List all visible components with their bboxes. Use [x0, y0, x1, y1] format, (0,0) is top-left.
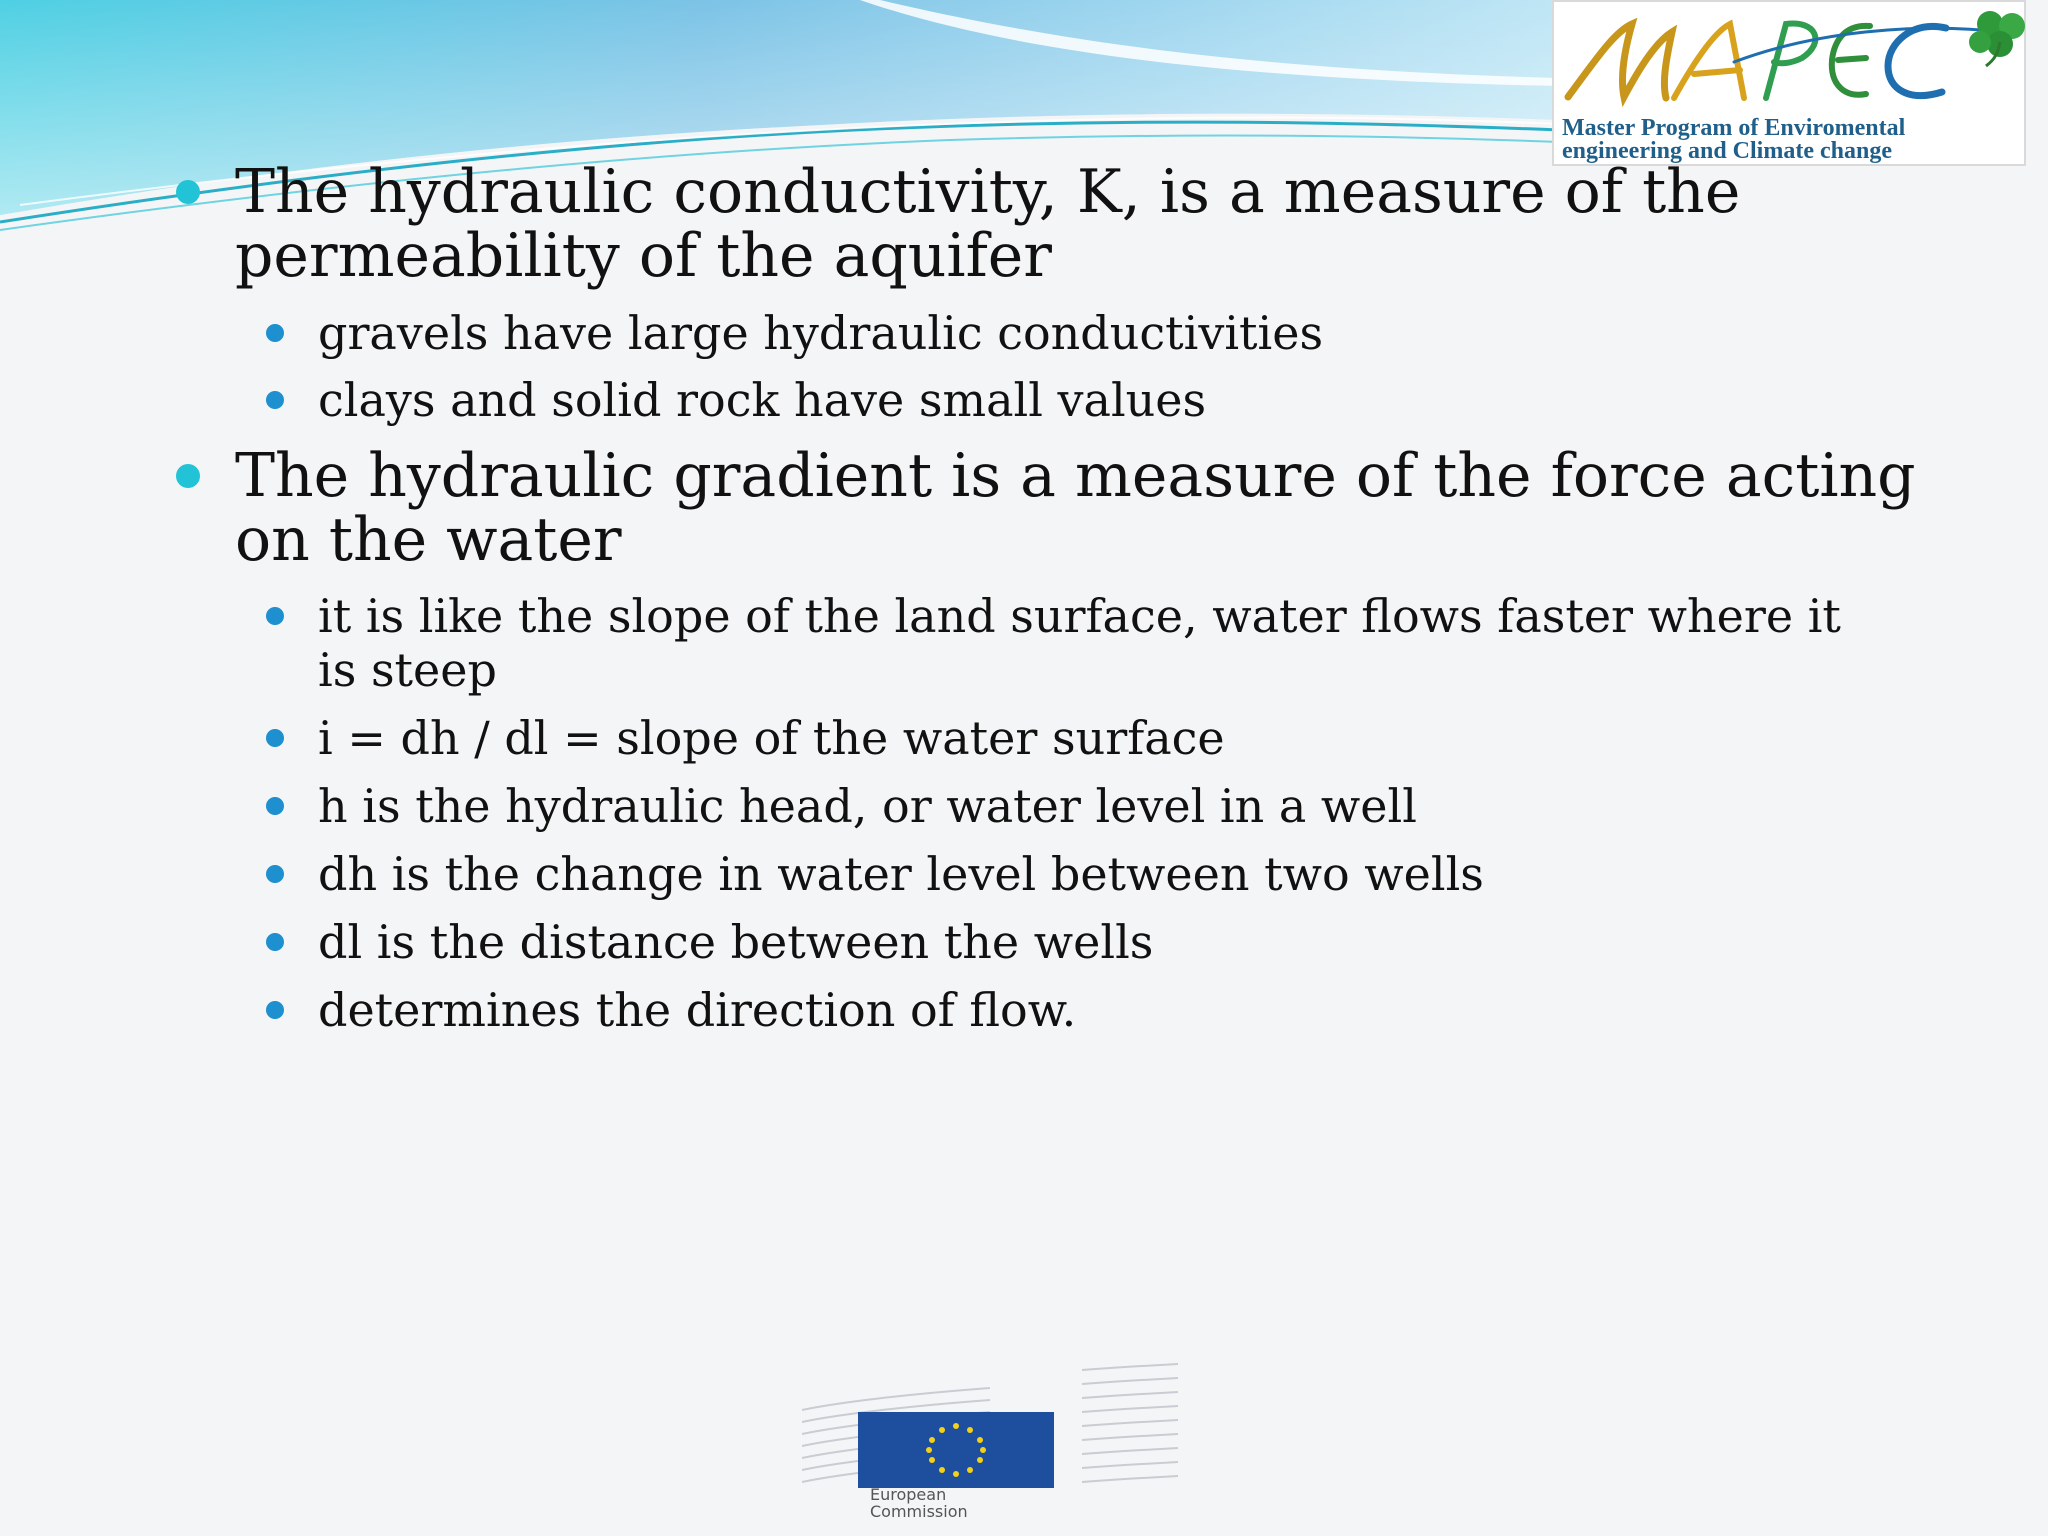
sub-bullet-text: i = dh / dl = slope of the water surface [318, 711, 1225, 765]
bullet-dot-level1 [176, 180, 200, 204]
bullet-text: permeability of the aquifer [235, 221, 1052, 291]
bullet-text: The hydraulic gradient is a measure of the force acting [235, 441, 1916, 511]
bullet-dot-level1 [176, 464, 200, 488]
sub-bullet-text: determines the direction of flow. [318, 983, 1077, 1037]
bullet-text: The hydraulic conductivity, K, is a measure of the [235, 157, 1741, 227]
bullet-dot-level2 [266, 607, 284, 625]
ec-building-graphic [800, 1350, 1180, 1530]
sub-bullet-text: clays and solid rock have small values [318, 373, 1207, 427]
sub-bullet-text: dl is the distance between the wells [318, 915, 1154, 969]
bullet-dot-level2 [266, 324, 284, 342]
bullet-text: on the water [235, 505, 622, 575]
bullet-dot-level2 [266, 933, 284, 951]
mapec-subtitle-line1: Master Program of Enviromental [1562, 115, 1906, 141]
bullet-dot-level2 [266, 391, 284, 409]
bullet-dot-level2 [266, 865, 284, 883]
bullet-dot-level2 [266, 1001, 284, 1019]
ec-text-line2: Commission [870, 1502, 968, 1521]
sub-bullet-text: gravels have large hydraulic conductivities [318, 306, 1324, 360]
european-commission-logo [800, 1350, 1180, 1530]
bullet-dot-level2 [266, 729, 284, 747]
mapec-subtitle-line2: engineering and Climate change [1562, 138, 1892, 164]
ec-text-line1: European [870, 1485, 947, 1504]
sub-bullet-text: it is like the slope of the land surface, water flows faster where it [318, 589, 1841, 643]
sub-bullet-text: dh is the change in water level between two wells [318, 847, 1484, 901]
sub-bullet-text: h is the hydraulic head, or water level in a well [318, 779, 1417, 833]
bullet-dot-level2 [266, 797, 284, 815]
sub-bullet-text: is steep [318, 643, 497, 697]
